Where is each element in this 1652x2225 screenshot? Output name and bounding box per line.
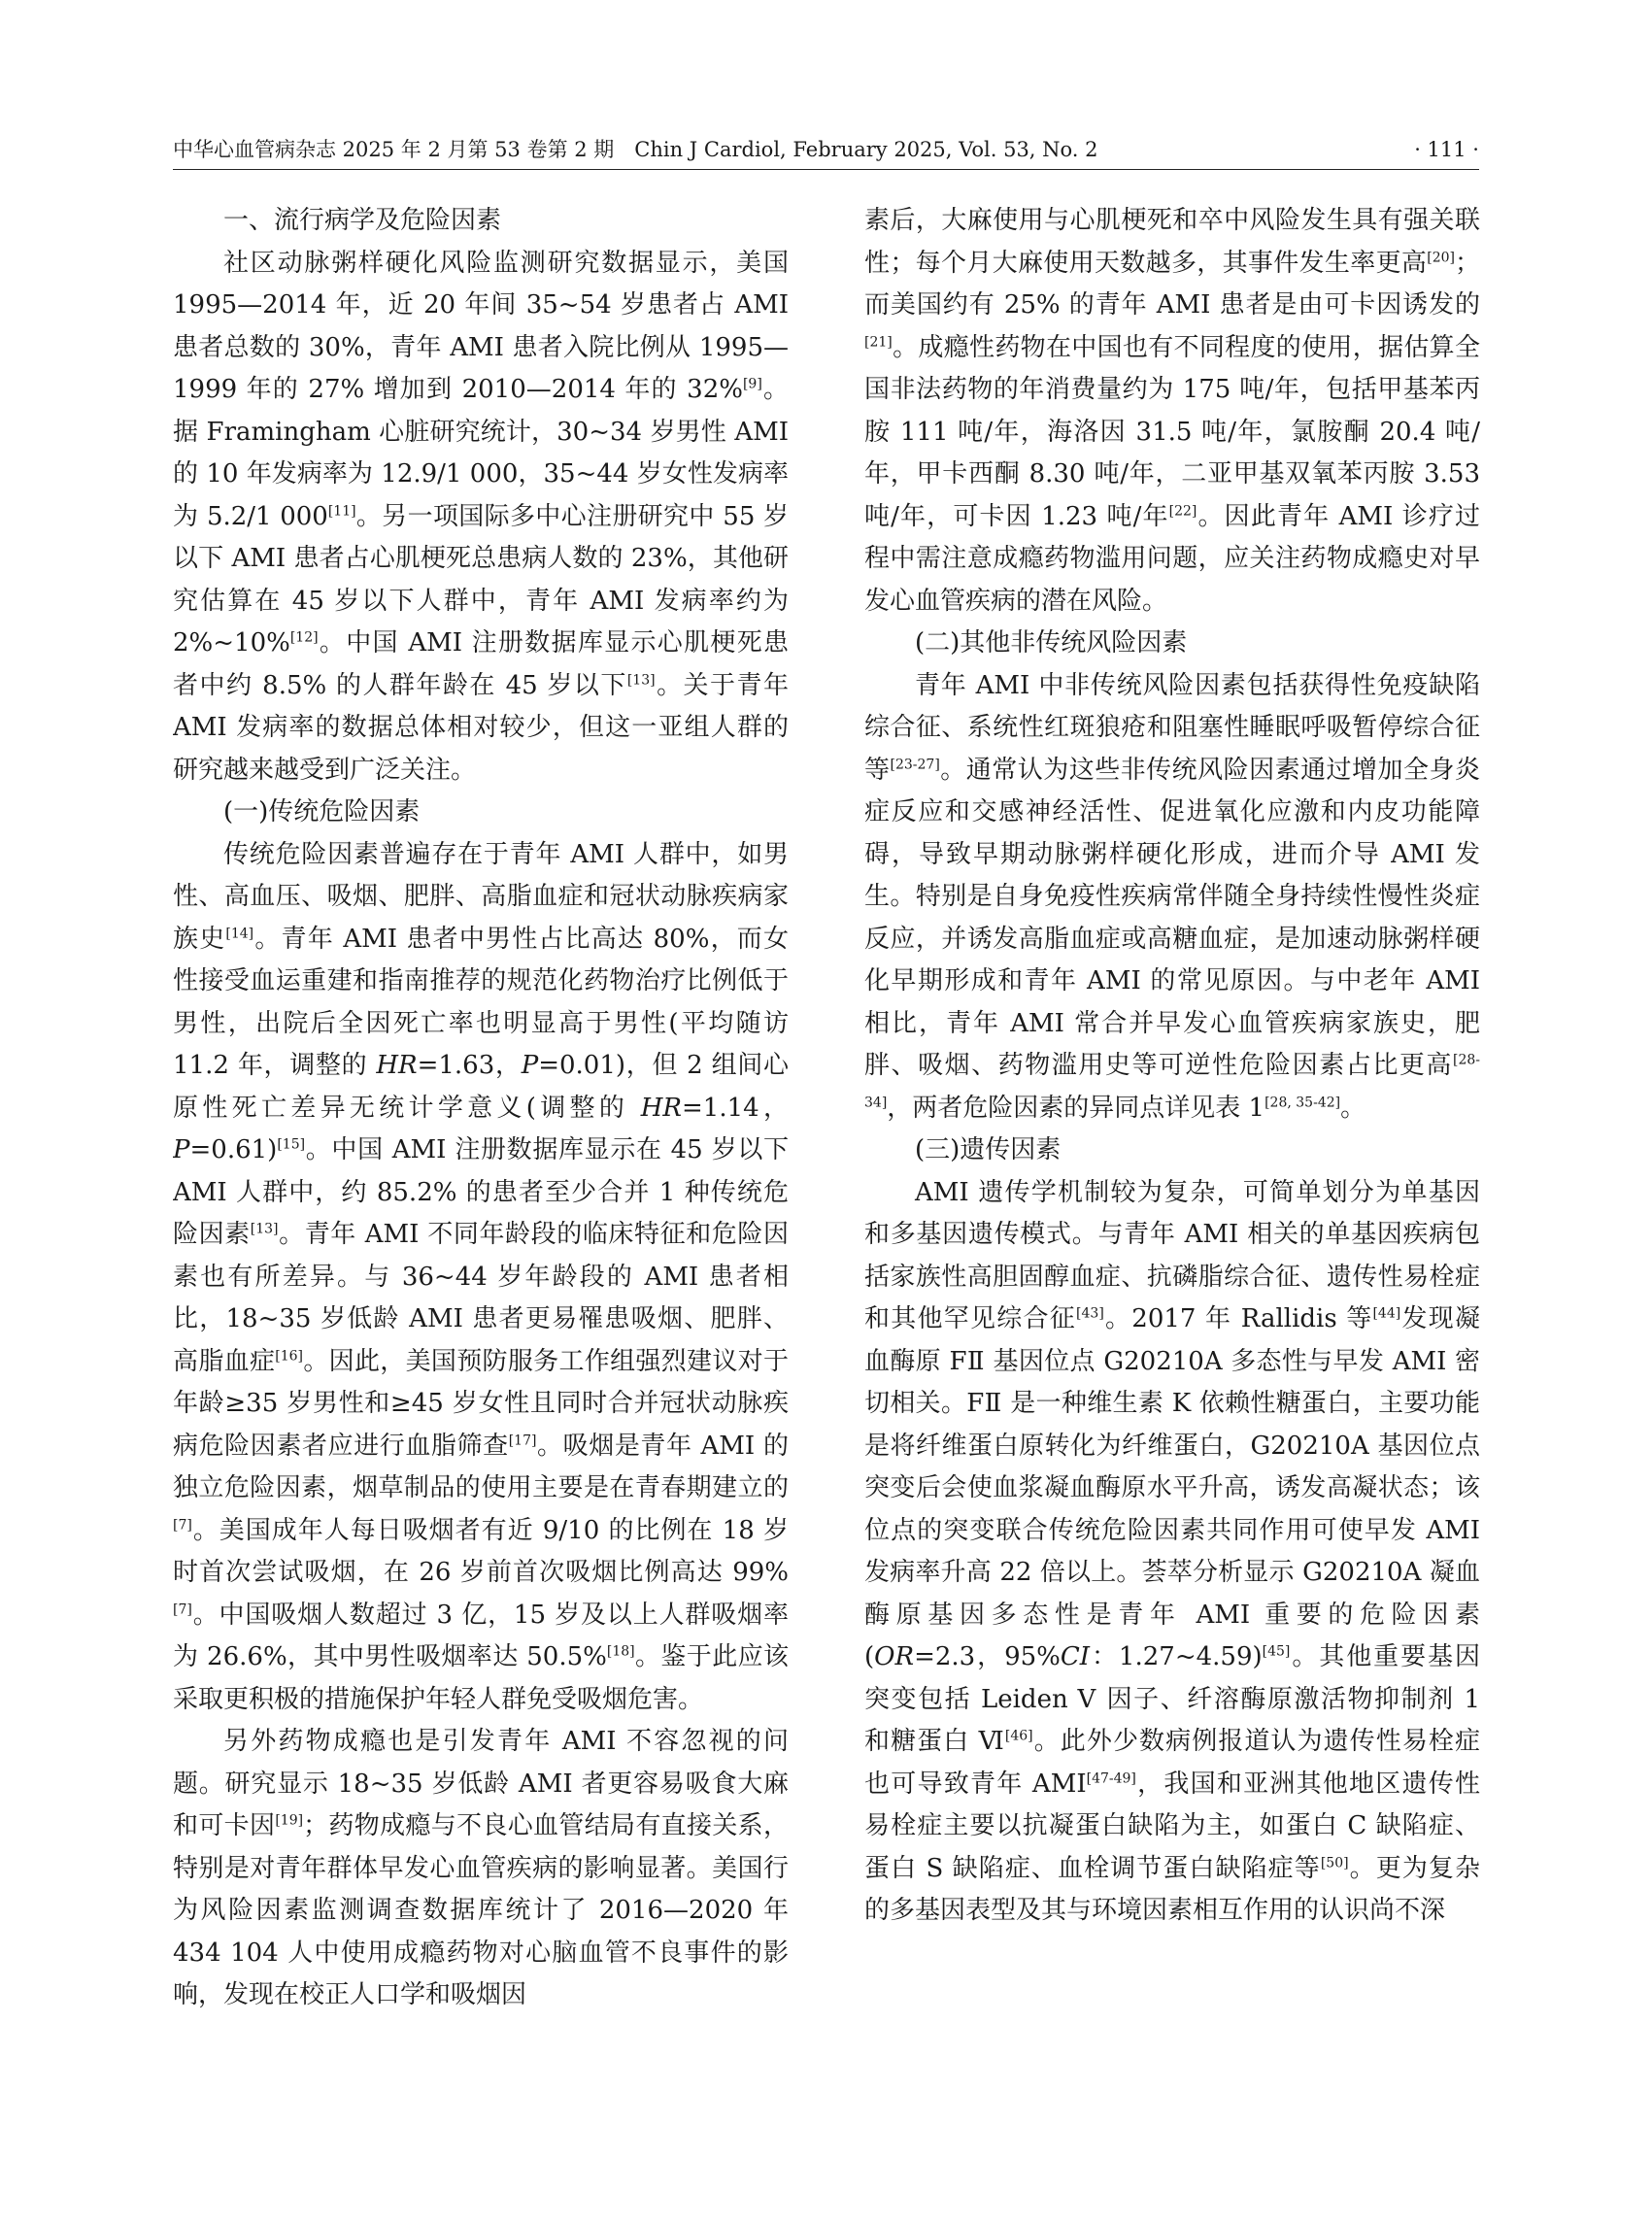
- journal-citation: 中华心血管病杂志 2025 年 2 月第 53 卷第 2 期 Chin J Cardiol, February 2025, Vol. 53, No. 2: [173, 138, 1098, 161]
- paragraph-drug-addiction: 另外药物成瘾也是引发青年 AMI 不容忽视的问题。研究显示 18~35 岁低龄 AMI 者更容易吸食大麻和可卡因[19]；药物成瘾与不良心血管结局有直接关系，特别是对青年群体早发心血管疾病的影响显著。美国行为风险因素监测调查数据库统计了 2016—2020 年 434 104 人中使用成瘾药物对心脑血管不良事件的影响，发现在校正人口学和吸烟因: [173, 1727, 789, 2009]
- running-header: [173, 130, 1479, 170]
- paragraph-epidemiology: 社区动脉粥样硬化风险监测研究数据显示，美国 1995—2014 年，近 20 年间 35~54 岁患者占 AMI 患者总数的 30%，青年 AMI 患者入院比例从 1995—1999 年的 27% 增加到 2010—2014 年的 32%[9]。据 Framingham 心脏研究统计，30~34 岁男性 AMI 的 10 年发病率为 12.9/1 000，35~44 岁女性发病率为 5.2/1 000[11]。另一项国际多中心注册研究中 55 岁以下 AMI 患者占心肌梗死总患病人数的 23%，其他研究估算在 45 岁以下人群中，青年 AMI 发病率约为 2%~10%[12]。中国 AMI 注册数据库显示心肌梗死患者中约 8.5% 的人群年龄在 45 岁以下[13]。关于青年 AMI 发病率的数据总体相对较少，但这一亚组人群的研究越来越受到广泛关注。: [173, 248, 789, 785]
- section-heading-epidemiology: 一、流行病学及危险因素: [223, 206, 502, 235]
- left-column: [173, 200, 789, 2162]
- paragraph-traditional-risk: 传统危险因素普遍存在于青年 AMI 人群中，如男性、高血压、吸烟、肥胖、高脂血症和冠状动脉疾病家族史[14]。青年 AMI 患者中男性占比高达 80%，而女性接受血运重建和指南推荐的规范化药物治疗比例低于男性，出院后全因死亡率也明显高于男性(平均随访 11.2 年，调整的 HR=1.63，P=0.01)，但 2 组间心原性死亡差异无统计学意义(调整的 HR=1.14，P=0.61)[15]。中国 AMI 注册数据库显示在 45 岁以下 AMI 人群中，约 85.2% 的患者至少合并 1 种传统危险因素[13]。青年 AMI 不同年龄段的临床特征和危险因素也有所差异。与 36~44 岁年龄段的 AMI 患者相比，18~35 岁低龄 AMI 患者更易罹患吸烟、肥胖、高脂血症[16]。因此，美国预防服务工作组强烈建议对于年龄≥35 岁男性和≥45 岁女性且同时合并冠状动脉疾病危险因素者应进行血脂筛查[17]。吸烟是青年 AMI 的独立危险因素，烟草制品的使用主要是在青春期建立的[7]。美国成年人每日吸烟者有近 9/10 的比例在 18 岁时首次尝试吸烟，在 26 岁前首次吸烟比例高达 99%[7]。中国吸烟人数超过 3 亿，15 岁及以上人群吸烟率为 26.6%，其中男性吸烟率达 50.5%[18]。鉴于此应该采取更积极的措施保护年轻人群免受吸烟危害。: [173, 839, 789, 1714]
- subsection-heading-nontraditional-risk: (二)其他非传统风险因素: [915, 628, 1188, 657]
- page-number: · 111 ·: [1414, 138, 1479, 161]
- paragraph-nontraditional-risk: 青年 AMI 中非传统风险因素包括获得性免疫缺陷综合征、系统性红斑狼疮和阻塞性睡眠呼吸暂停综合征等[23-27]。通常认为这些非传统风险因素通过增加全身炎症反应和交感神经活性、促进氧化应激和内皮功能障碍，导致早期动脉粥样硬化形成，进而介导 AMI 发生。特别是自身免疫性疾病常伴随全身持续性慢性炎症反应，并诱发高脂血症或高糖血症，是加速动脉粥样硬化早期形成和青年 AMI 的常见原因。与中老年 AMI 相比，青年 AMI 常合并早发心血管疾病家族史，肥胖、吸烟、药物滥用史等可逆性危险因素占比更高[28-34]，两者危险因素的异同点详见表 1[28, 35-42]。: [864, 670, 1480, 1123]
- paragraph-drug-addiction-cont: 素后，大麻使用与心肌梗死和卒中风险发生具有强关联性；每个月大麻使用天数越多，其事件发生率更高[20]；而美国约有 25% 的青年 AMI 患者是由可卡因诱发的[21]。成瘾性药物在中国也有不同程度的使用，据估算全国非法药物的年消费量约为 175 吨/年，包括甲基苯丙胺 111 吨/年，海洛因 31.5 吨/年，氯胺酮 20.4 吨/年，甲卡西酮 8.30 吨/年，二亚甲基双氧苯丙胺 3.53 吨/年，可卡因 1.23 吨/年[22]。因此青年 AMI 诊疗过程中需注意成瘾药物滥用问题，应关注药物成瘾史对早发心血管疾病的潜在风险。: [864, 206, 1480, 616]
- paragraph-genetic: AMI 遗传学机制较为复杂，可简单划分为单基因和多基因遗传模式。与青年 AMI 相关的单基因疾病包括家族性高胆固醇血症、抗磷脂综合征、遗传性易栓症和其他罕见综合征[43]。2017 年 Rallidis 等[44]发现凝血酶原 FⅡ 基因位点 G20210A 多态性与早发 AMI 密切相关。FⅡ 是一种维生素 K 依赖性糖蛋白，主要功能是将纤维蛋白原转化为纤维蛋白，G20210A 基因位点突变后会使血浆凝血酶原水平升高，诱发高凝状态；该位点的突变联合传统危险因素共同作用可使早发 AMI 发病率升高 22 倍以上。荟萃分析显示 G20210A 凝血酶原基因多态性是青年 AMI 重要的危险因素(OR=2.3，95%CI：1.27~4.59)[45]。其他重要基因突变包括 Leiden Ⅴ 因子、纤溶酶原激活物抑制剂 1 和糖蛋白 Ⅵ[46]。此外少数病例报道认为遗传性易栓症也可导致青年 AMI[47-49]，我国和亚洲其他地区遗传性易栓症主要以抗凝蛋白缺陷为主，如蛋白 C 缺陷症、蛋白 S 缺陷症、血栓调节蛋白缺陷症等[50]。更为复杂的多基因表型及其与环境因素相互作用的认识尚不深: [864, 1177, 1480, 1925]
- right-column: [864, 200, 1480, 2162]
- subsection-heading-traditional-risk: (一)传统危险因素: [223, 797, 421, 826]
- subsection-heading-genetic: (三)遗传因素: [915, 1135, 1062, 1164]
